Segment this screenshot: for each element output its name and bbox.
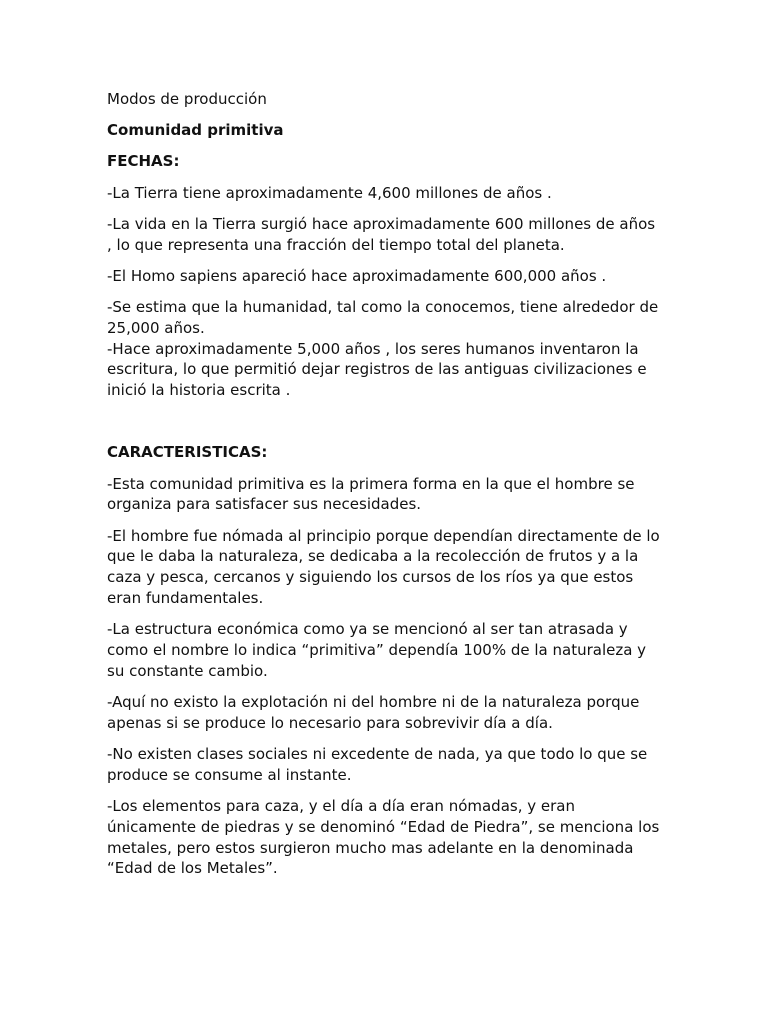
fechas-paragraph-4: -Se estima que la humanidad, tal como la conocemos, tiene alrededor de 25,000 años.: [107, 297, 659, 337]
caracteristicas-paragraph-1: -Esta comunidad primitiva es la primera forma en la que el hombre se organiza para satisfacer sus necesidades.: [107, 474, 635, 514]
caracteristicas-paragraph-3: -La estructura económica como ya se mencionó al ser tan atrasada y como el nombre lo indica “primitiva” dependía 100% de la naturaleza y su constante cambio.: [107, 620, 647, 680]
fechas-paragraph-3: -El Homo sapiens apareció hace aproximadamente 600,000 años .: [107, 266, 607, 285]
fechas-paragraph-1: -La Tierra tiene aproximadamente 4,600 millones de años .: [107, 183, 552, 202]
caracteristicas-paragraph-2: -El hombre fue nómada al principio porque dependían directamente de lo que le daba la naturaleza, se dedicaba a la recolección de frutos y a la caza y pesca, cercanos y siguiendo los cursos de los ríos ya que estos eran fundamentales.: [107, 526, 660, 608]
caracteristicas-paragraph-6: -Los elementos para caza, y el día a día eran nómadas, y eran únicamente de piedras y se denominó “Edad de Piedra”, se menciona los metales, pero estos surgieron mucho mas adelante en la denominada “Edad de los Metales”.: [107, 796, 660, 878]
fechas-paragraph-2: -La vida en la Tierra surgió hace aproximadamente 600 millones de años , lo que representa una fracción del tiempo total del planeta.: [107, 214, 656, 254]
document-subtitle: Comunidad primitiva: [107, 121, 284, 140]
section-heading-fechas: FECHAS:: [107, 152, 180, 171]
caracteristicas-paragraph-4: -Aquí no existo la explotación ni del hombre ni de la naturaleza porque apenas si se produce lo necesario para sobrevivir día a día.: [107, 693, 640, 732]
caracteristicas-paragraph-5: -No existen clases sociales ni excedente de nada, ya que todo lo que se produce se consume al instante.: [107, 745, 648, 784]
section-spacer: [107, 411, 664, 442]
document-title: Modos de producción: [107, 90, 267, 108]
fechas-paragraph-5: -Hace aproximadamente 5,000 años , los seres humanos inventaron la escritura, lo que permitió dejar registros de las antiguas civilizaciones e inició la historia escrita .: [107, 339, 647, 400]
section-heading-caracteristicas: CARACTERISTICAS:: [107, 443, 268, 462]
